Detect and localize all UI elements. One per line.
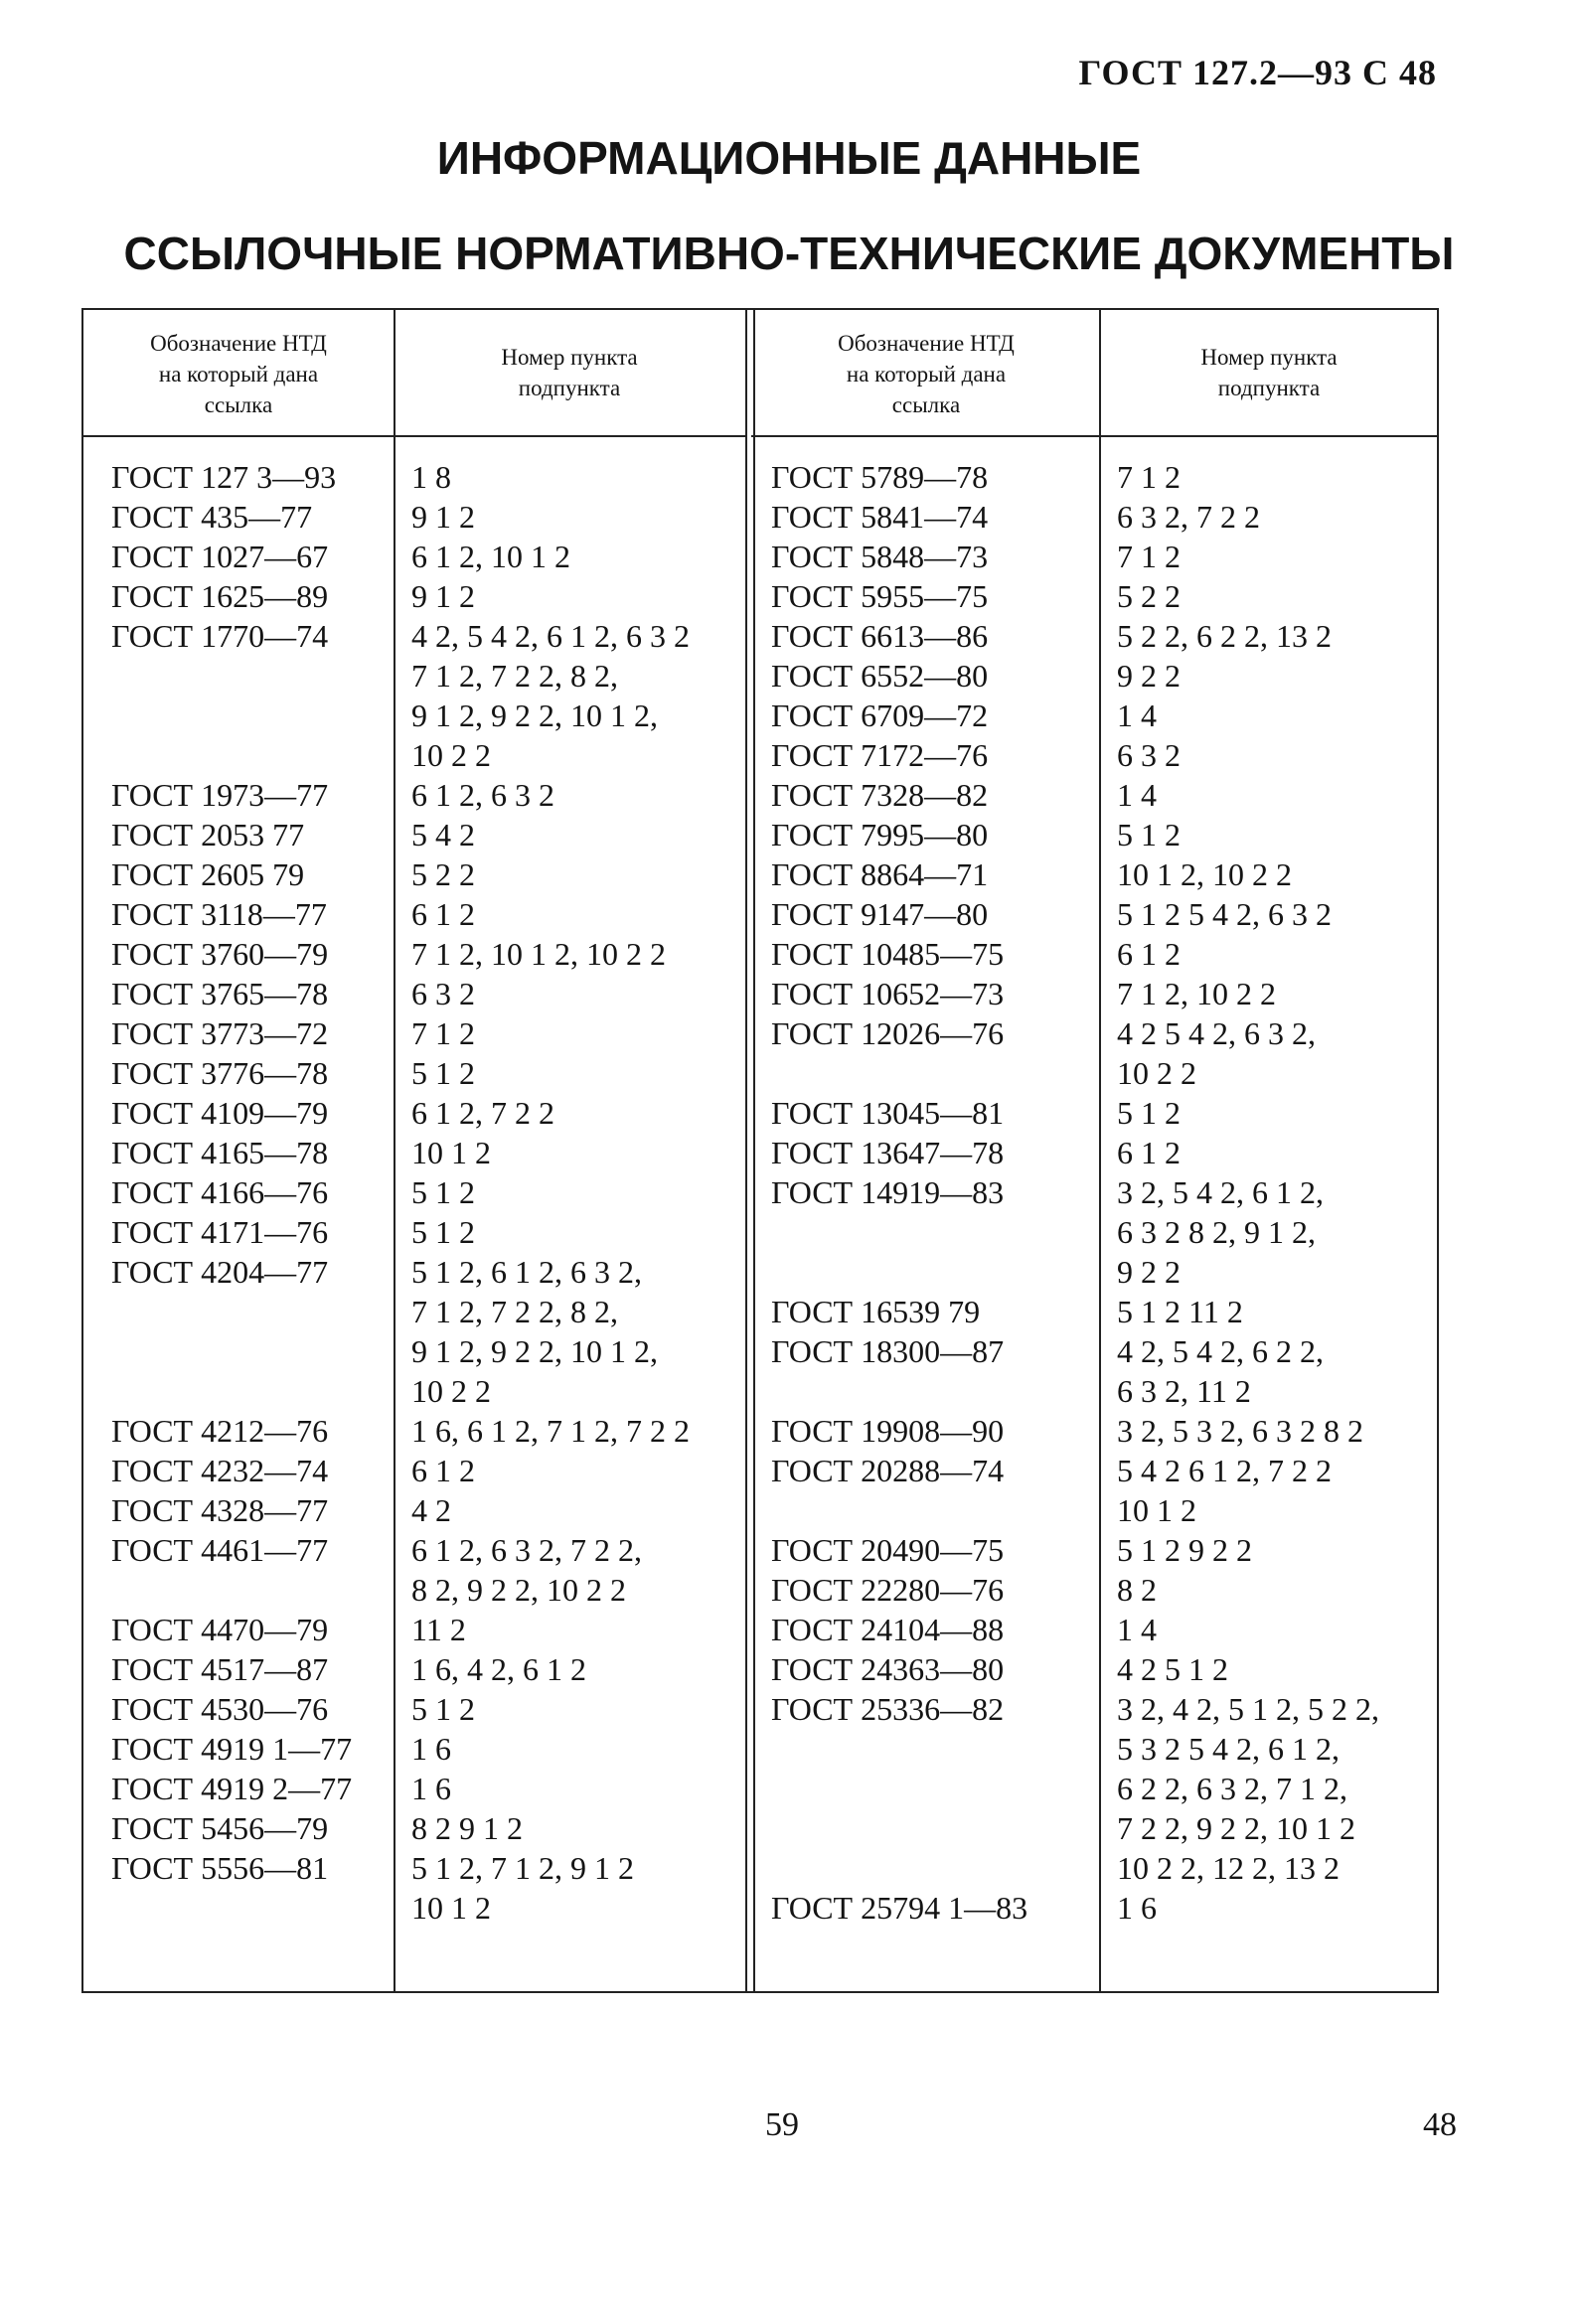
row-spacer xyxy=(111,735,352,775)
table-row-doc: ГОСТ 3776—78 xyxy=(111,1055,329,1091)
row-spacer xyxy=(771,1371,1027,1411)
row-spacer xyxy=(771,1490,1027,1530)
table-row-items: 7 1 2, 10 2 2 xyxy=(1117,976,1276,1011)
table-row-doc: ГОСТ 1625—89 xyxy=(111,578,329,614)
table-row-items: 5 1 2 9 2 2 xyxy=(1117,1532,1252,1568)
header-line: Обозначение НТД xyxy=(838,331,1015,356)
row-spacer xyxy=(111,1292,352,1331)
table-row-items: 6 3 2, 11 2 xyxy=(1117,1373,1251,1409)
table-row-doc: ГОСТ 13647—78 xyxy=(771,1135,1005,1170)
table-row-items: 9 1 2 xyxy=(411,499,475,535)
header-separator xyxy=(83,435,747,437)
table-row-items: 6 3 2, 7 2 2 xyxy=(1117,499,1260,535)
table-row-doc: ГОСТ 5556—81 xyxy=(111,1850,329,1886)
column-divider xyxy=(394,310,395,1991)
table-row-doc: ГОСТ 9147—80 xyxy=(771,896,989,932)
table-row-items: 6 1 2 xyxy=(411,1453,475,1488)
table-row-items: 7 1 2, 10 1 2, 10 2 2 xyxy=(411,936,666,972)
table-row-items: 6 3 2 xyxy=(1117,737,1181,773)
table-row-doc: ГОСТ 4461—77 xyxy=(111,1532,329,1568)
header-line: на который дана xyxy=(158,362,319,387)
row-spacer xyxy=(771,1848,1027,1888)
table-row-doc: ГОСТ 13045—81 xyxy=(771,1095,1005,1131)
left-doc-column xyxy=(111,457,352,1928)
table-row-items: 7 1 2, 7 2 2, 8 2, xyxy=(411,1294,618,1329)
table-row-doc: ГОСТ 4517—87 xyxy=(111,1651,329,1687)
table-row-doc: ГОСТ 20288—74 xyxy=(771,1453,1005,1488)
table-row-doc: ГОСТ 14919—83 xyxy=(771,1174,1005,1210)
table-row-items: 9 1 2, 9 2 2, 10 1 2, xyxy=(411,1333,658,1369)
table-row-items: 9 2 2 xyxy=(1117,658,1181,694)
row-spacer xyxy=(111,656,352,696)
references-table xyxy=(81,308,1439,1993)
table-row-items: 10 2 2 xyxy=(411,737,491,773)
table-row-doc: ГОСТ 4171—76 xyxy=(111,1214,329,1250)
table-row-items: 10 1 2, 10 2 2 xyxy=(1117,856,1292,892)
table-row-items: 8 2 9 1 2 xyxy=(411,1810,523,1846)
header-line: Обозначение НТД xyxy=(150,331,327,356)
table-row-items: 5 1 2 5 4 2, 6 3 2 xyxy=(1117,896,1332,932)
table-row-items: 6 1 2, 7 2 2 xyxy=(411,1095,554,1131)
table-row-doc: ГОСТ 5848—73 xyxy=(771,539,989,574)
table-row-items: 10 2 2 xyxy=(411,1373,491,1409)
table-row-items: 8 2 xyxy=(1117,1572,1157,1608)
row-spacer xyxy=(111,1888,352,1928)
table-row-items: 8 2, 9 2 2, 10 2 2 xyxy=(411,1572,626,1608)
row-spacer xyxy=(771,1252,1027,1292)
column-header-left-doc xyxy=(83,328,394,420)
table-row-items: 7 1 2 xyxy=(1117,539,1181,574)
table-row-items: 7 1 2 xyxy=(411,1015,475,1051)
table-row-doc: ГОСТ 1973—77 xyxy=(111,777,329,813)
table-row-doc: ГОСТ 435—77 xyxy=(111,499,313,535)
table-row-items: 5 3 2 5 4 2, 6 1 2, xyxy=(1117,1731,1340,1767)
table-row-items: 6 2 2, 6 3 2, 7 1 2, xyxy=(1117,1771,1347,1806)
table-row-items: 9 2 2 xyxy=(1117,1254,1181,1290)
column-header-right-item xyxy=(1099,342,1439,403)
table-row-items: 1 6, 6 1 2, 7 1 2, 7 2 2 xyxy=(411,1413,690,1449)
footer-page-number-right: 48 xyxy=(1423,2106,1457,2143)
table-row-doc: ГОСТ 22280—76 xyxy=(771,1572,1005,1608)
header-line: Номер пункта xyxy=(1200,345,1338,370)
left-item-column xyxy=(411,457,690,1928)
table-row-doc: ГОСТ 4109—79 xyxy=(111,1095,329,1131)
table-row-items: 5 1 2 11 2 xyxy=(1117,1294,1243,1329)
table-row-doc: ГОСТ 24104—88 xyxy=(771,1612,1005,1647)
column-divider xyxy=(1099,310,1101,1991)
row-spacer xyxy=(771,1729,1027,1769)
footer-page-number-center: 59 xyxy=(765,2106,799,2143)
column-divider xyxy=(745,310,747,1991)
table-row-items: 6 1 2, 10 1 2 xyxy=(411,539,570,574)
table-row-items: 1 6 xyxy=(411,1771,451,1806)
table-row-doc: ГОСТ 4212—76 xyxy=(111,1413,329,1449)
table-row-doc: ГОСТ 5841—74 xyxy=(771,499,989,535)
table-row-doc: ГОСТ 12026—76 xyxy=(771,1015,1005,1051)
header-line: ссылка xyxy=(204,392,273,417)
table-row-items: 5 1 2 xyxy=(411,1174,475,1210)
table-row-items: 10 1 2 xyxy=(1117,1492,1196,1528)
table-row-items: 1 6 xyxy=(411,1731,451,1767)
right-doc-column xyxy=(771,457,1027,1928)
header-line: подпункта xyxy=(1217,376,1321,400)
table-row-doc: ГОСТ 127 3—93 xyxy=(111,459,337,495)
table-row-items: 5 1 2 xyxy=(1117,1095,1181,1131)
table-row-doc: ГОСТ 3118—77 xyxy=(111,896,327,932)
table-row-items: 1 4 xyxy=(1117,697,1157,733)
table-row-items: 5 4 2 xyxy=(411,817,475,852)
table-row-items: 3 2, 5 4 2, 6 1 2, xyxy=(1117,1174,1324,1210)
table-row-doc: ГОСТ 6709—72 xyxy=(771,697,989,733)
table-row-doc: ГОСТ 7328—82 xyxy=(771,777,989,813)
section-title: ССЫЛОЧНЫЕ НОРМАТИВНО-ТЕХНИЧЕСКИЕ ДОКУМЕНТЫ xyxy=(123,228,1455,279)
header-line: на который дана xyxy=(846,362,1007,387)
table-row-doc: ГОСТ 10652—73 xyxy=(771,976,1005,1011)
table-row-doc: ГОСТ 16539 79 xyxy=(771,1294,981,1329)
table-row-doc: ГОСТ 5789—78 xyxy=(771,459,989,495)
table-row-doc: ГОСТ 2053 77 xyxy=(111,817,305,852)
row-spacer xyxy=(771,1212,1027,1252)
table-row-items: 4 2, 5 4 2, 6 2 2, xyxy=(1117,1333,1324,1369)
table-row-items: 5 1 2 xyxy=(411,1214,475,1250)
table-row-doc: ГОСТ 4204—77 xyxy=(111,1254,329,1290)
table-row-doc: ГОСТ 4165—78 xyxy=(111,1135,329,1170)
table-row-items: 5 1 2 xyxy=(411,1691,475,1727)
row-spacer xyxy=(111,1570,352,1610)
table-row-items: 6 1 2 xyxy=(1117,936,1181,972)
table-row-items: 9 1 2, 9 2 2, 10 1 2, xyxy=(411,697,658,733)
row-spacer xyxy=(111,1371,352,1411)
table-row-doc: ГОСТ 25336—82 xyxy=(771,1691,1005,1727)
table-row-doc: ГОСТ 1770—74 xyxy=(111,618,329,654)
table-row-items: 6 1 2 xyxy=(411,896,475,932)
table-row-doc: ГОСТ 2605 79 xyxy=(111,856,305,892)
header-line: ссылка xyxy=(891,392,961,417)
table-row-doc: ГОСТ 5955—75 xyxy=(771,578,989,614)
table-row-items: 5 1 2 xyxy=(411,1055,475,1091)
table-row-items: 5 1 2 xyxy=(1117,817,1181,852)
table-row-doc: ГОСТ 6613—86 xyxy=(771,618,989,654)
row-spacer xyxy=(771,1808,1027,1848)
table-row-items: 9 1 2 xyxy=(411,578,475,614)
header-separator xyxy=(751,435,1439,437)
table-row-doc: ГОСТ 4919 2—77 xyxy=(111,1771,353,1806)
table-row-doc: ГОСТ 3765—78 xyxy=(111,976,329,1011)
table-row-items: 6 1 2, 6 3 2 xyxy=(411,777,554,813)
table-row-items: 5 1 2, 7 1 2, 9 1 2 xyxy=(411,1850,634,1886)
table-row-items: 10 1 2 xyxy=(411,1890,491,1926)
table-row-items: 5 1 2, 6 1 2, 6 3 2, xyxy=(411,1254,642,1290)
row-spacer xyxy=(771,1053,1027,1093)
table-row-items: 4 2 xyxy=(411,1492,451,1528)
row-spacer xyxy=(771,1769,1027,1808)
table-row-doc: ГОСТ 19908—90 xyxy=(771,1413,1005,1449)
table-row-doc: ГОСТ 4530—76 xyxy=(111,1691,329,1727)
table-row-items: 3 2, 5 3 2, 6 3 2 8 2 xyxy=(1117,1413,1363,1449)
table-row-doc: ГОСТ 3760—79 xyxy=(111,936,329,972)
table-row-items: 4 2, 5 4 2, 6 1 2, 6 3 2 xyxy=(411,618,690,654)
table-row-items: 7 2 2, 9 2 2, 10 1 2 xyxy=(1117,1810,1355,1846)
table-row-items: 1 8 xyxy=(411,459,451,495)
table-row-items: 6 1 2, 6 3 2, 7 2 2, xyxy=(411,1532,642,1568)
table-row-items: 4 2 5 4 2, 6 3 2, xyxy=(1117,1015,1316,1051)
table-row-doc: ГОСТ 4919 1—77 xyxy=(111,1731,353,1767)
table-row-items: 6 1 2 xyxy=(1117,1135,1181,1170)
table-row-items: 10 2 2 xyxy=(1117,1055,1196,1091)
table-row-items: 6 3 2 xyxy=(411,976,475,1011)
page-title: ИНФОРМАЦИОННЫЕ ДАННЫЕ xyxy=(436,132,1142,184)
table-row-doc: ГОСТ 4328—77 xyxy=(111,1492,329,1528)
table-row-doc: ГОСТ 24363—80 xyxy=(771,1651,1005,1687)
table-row-items: 1 6, 4 2, 6 1 2 xyxy=(411,1651,586,1687)
table-row-doc: ГОСТ 6552—80 xyxy=(771,658,989,694)
table-row-doc: ГОСТ 10485—75 xyxy=(771,936,1005,972)
table-row-doc: ГОСТ 25794 1—83 xyxy=(771,1890,1028,1926)
column-header-right-doc xyxy=(753,328,1099,420)
header-line: Номер пункта xyxy=(501,345,638,370)
column-header-left-item xyxy=(394,342,745,403)
table-row-doc: ГОСТ 20490—75 xyxy=(771,1532,1005,1568)
row-spacer xyxy=(111,1331,352,1371)
table-row-doc: ГОСТ 18300—87 xyxy=(771,1333,1005,1369)
column-divider xyxy=(753,310,755,1991)
row-spacer xyxy=(111,696,352,735)
header-line: подпункта xyxy=(518,376,621,400)
table-row-items: 5 2 2, 6 2 2, 13 2 xyxy=(1117,618,1332,654)
table-row-items: 1 6 xyxy=(1117,1890,1157,1926)
table-row-doc: ГОСТ 7995—80 xyxy=(771,817,989,852)
table-row-items: 11 2 xyxy=(411,1612,466,1647)
table-row-items: 7 1 2 xyxy=(1117,459,1181,495)
table-row-items: 1 4 xyxy=(1117,777,1157,813)
right-item-column xyxy=(1117,457,1379,1928)
table-row-items: 1 4 xyxy=(1117,1612,1157,1647)
table-row-items: 7 1 2, 7 2 2, 8 2, xyxy=(411,658,618,694)
table-row-items: 5 2 2 xyxy=(1117,578,1181,614)
table-row-doc: ГОСТ 8864—71 xyxy=(771,856,989,892)
table-row-doc: ГОСТ 1027—67 xyxy=(111,539,329,574)
table-row-items: 4 2 5 1 2 xyxy=(1117,1651,1228,1687)
table-row-doc: ГОСТ 5456—79 xyxy=(111,1810,329,1846)
table-row-items: 10 2 2, 12 2, 13 2 xyxy=(1117,1850,1340,1886)
table-row-doc: ГОСТ 7172—76 xyxy=(771,737,989,773)
table-row-doc: ГОСТ 4232—74 xyxy=(111,1453,329,1488)
page-header-code: ГОСТ 127.2—93 С 48 xyxy=(1078,53,1437,92)
table-row-items: 5 2 2 xyxy=(411,856,475,892)
table-row-items: 5 4 2 6 1 2, 7 2 2 xyxy=(1117,1453,1332,1488)
table-row-doc: ГОСТ 3773—72 xyxy=(111,1015,329,1051)
table-row-items: 3 2, 4 2, 5 1 2, 5 2 2, xyxy=(1117,1691,1379,1727)
table-row-items: 10 1 2 xyxy=(411,1135,491,1170)
table-row-doc: ГОСТ 4166—76 xyxy=(111,1174,329,1210)
table-row-doc: ГОСТ 4470—79 xyxy=(111,1612,329,1647)
table-row-items: 6 3 2 8 2, 9 1 2, xyxy=(1117,1214,1316,1250)
